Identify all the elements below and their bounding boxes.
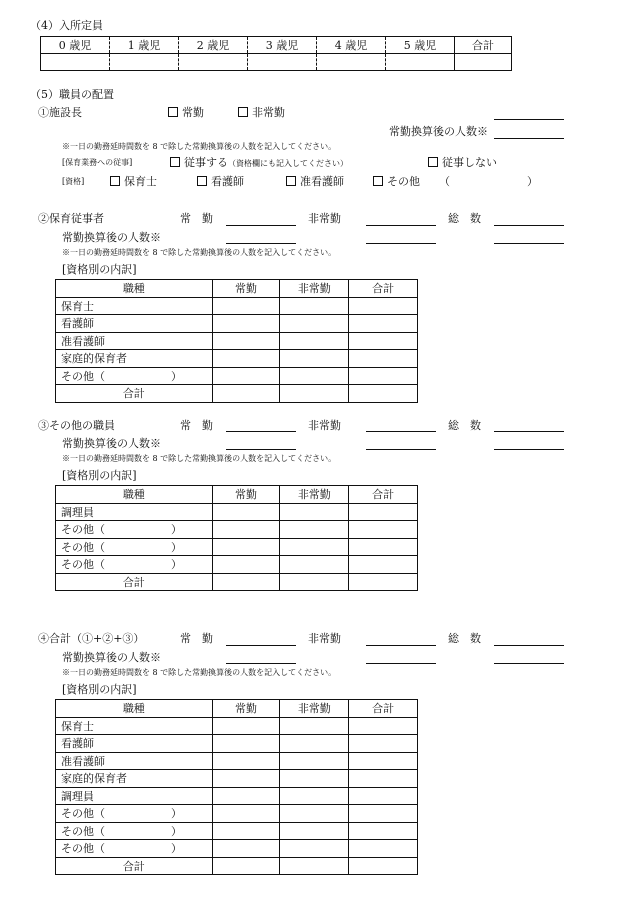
table-header-cell: 常勤 (212, 486, 280, 504)
total-cell[interactable] (349, 556, 418, 574)
capacity-header-total: 合計 (455, 37, 512, 54)
table-row (56, 332, 418, 350)
childcare-fulltime-input[interactable] (226, 225, 296, 226)
capacity-header-age4: 4 歳児 (317, 37, 386, 54)
parttime-cell[interactable] (280, 770, 349, 788)
parttime-cell[interactable] (280, 332, 349, 350)
table-row-label: 保育士 (56, 717, 213, 735)
table-header-cell: 職種 (56, 280, 213, 298)
table-row-label: 家庭的保育者 (56, 350, 213, 368)
capacity-input-age0[interactable] (41, 54, 110, 71)
table-row-label: その他（ ） (56, 805, 213, 823)
table-row (56, 735, 418, 753)
grand-fte-total-input[interactable] (494, 663, 564, 664)
fulltime-cell[interactable] (212, 805, 280, 823)
other-fte-total-input[interactable] (494, 449, 564, 450)
fulltime-cell[interactable] (212, 521, 280, 539)
table-header-row (56, 700, 418, 718)
fulltime-cell[interactable] (212, 752, 280, 770)
table-header-cell: 合計 (349, 280, 418, 298)
table-header-cell: 合計 (349, 700, 418, 718)
sum-label: 合計 (56, 857, 213, 875)
table-row (56, 315, 418, 333)
grand-fulltime-input[interactable] (226, 645, 296, 646)
fulltime-cell[interactable] (212, 538, 280, 556)
table-row (56, 770, 418, 788)
fulltime-label: 常 勤 (180, 632, 213, 645)
table-header-cell: 職種 (56, 700, 213, 718)
sum-fulltime-cell[interactable] (212, 573, 280, 591)
other-staff-label: ③その他の職員 (38, 419, 115, 432)
table-row (56, 752, 418, 770)
fulltime-cell[interactable] (212, 503, 280, 521)
qual-assoc-nurse-option[interactable]: 准看護師 (286, 176, 344, 187)
table-row-label: その他（ ） (56, 556, 213, 574)
childcare-parttime-input[interactable] (366, 225, 436, 226)
total-cell[interactable] (349, 521, 418, 539)
capacity-input-total[interactable] (455, 54, 512, 71)
sum-fulltime-cell[interactable] (212, 385, 280, 403)
table-header-cell: 常勤 (212, 280, 280, 298)
fte-note: ※一日の勤務延時間数を 8 で除した常勤換算後の人数を記入してください。 (62, 248, 337, 257)
table-header-cell: 非常勤 (280, 700, 349, 718)
fulltime-cell[interactable] (212, 822, 280, 840)
table-row (56, 367, 418, 385)
childcare-fte-parttime-input[interactable] (366, 243, 436, 244)
parttime-cell[interactable] (280, 787, 349, 805)
other-fte-parttime-input[interactable] (366, 449, 436, 450)
table-header-row (56, 280, 418, 298)
table-row-label: その他（ ） (56, 367, 213, 385)
capacity-header-age3: 3 歳児 (248, 37, 317, 54)
capacity-table (40, 36, 512, 71)
sum-total-cell[interactable] (349, 857, 418, 875)
other-parttime-input[interactable] (366, 431, 436, 432)
other-fulltime-input[interactable] (226, 431, 296, 432)
total-cell[interactable] (349, 822, 418, 840)
checkbox-icon[interactable] (170, 157, 180, 167)
fulltime-cell[interactable] (212, 735, 280, 753)
fulltime-cell[interactable] (212, 717, 280, 735)
director-duty-yes-option[interactable]: 従事する（資格欄にも記入してください） (170, 157, 348, 168)
table-header-cell: 職種 (56, 486, 213, 504)
capacity-input-age5[interactable] (386, 54, 455, 71)
sum-total-cell[interactable] (349, 385, 418, 403)
capacity-header-age0: 0 歳児 (41, 37, 110, 54)
fulltime-cell[interactable] (212, 770, 280, 788)
fulltime-cell[interactable] (212, 787, 280, 805)
parttime-cell[interactable] (280, 315, 349, 333)
capacity-header-age1: 1 歳児 (110, 37, 179, 54)
parttime-cell[interactable] (280, 840, 349, 858)
table-row-label: 准看護師 (56, 752, 213, 770)
total-cell[interactable] (349, 805, 418, 823)
parttime-cell[interactable] (280, 503, 349, 521)
fulltime-cell[interactable] (212, 315, 280, 333)
fulltime-cell[interactable] (212, 556, 280, 574)
parttime-cell[interactable] (280, 297, 349, 315)
table-header-cell: 常勤 (212, 700, 280, 718)
table-row (56, 521, 418, 539)
checkbox-icon[interactable] (168, 107, 178, 117)
fulltime-cell[interactable] (212, 297, 280, 315)
parttime-cell[interactable] (280, 822, 349, 840)
director-qual-label: [資格] (62, 177, 85, 186)
director-label: ①施設長 (38, 106, 82, 119)
parttime-cell[interactable] (280, 752, 349, 770)
table-header-cell: 非常勤 (280, 280, 349, 298)
table-sum-row (56, 857, 418, 875)
capacity-header-age2: 2 歳児 (179, 37, 248, 54)
total-cell[interactable] (349, 538, 418, 556)
table-row (56, 538, 418, 556)
parttime-cell[interactable] (280, 350, 349, 368)
table-row (56, 350, 418, 368)
table-header-cell: 非常勤 (280, 486, 349, 504)
table-row (56, 503, 418, 521)
director-duty-no-option[interactable]: 従事しない (428, 157, 497, 168)
qual-other-paren-close: ） (527, 175, 538, 188)
table-header-cell: 合計 (349, 486, 418, 504)
table-row-label: 調理員 (56, 787, 213, 805)
total-label: 総 数 (448, 419, 481, 432)
director-fte-line-top[interactable] (494, 119, 564, 120)
grand-parttime-input[interactable] (366, 645, 436, 646)
table-sum-row (56, 385, 418, 403)
qual-childcare-option[interactable]: 保育士 (110, 176, 157, 187)
total-cell[interactable] (349, 840, 418, 858)
checkbox-icon[interactable] (197, 176, 207, 186)
capacity-input-age1[interactable] (110, 54, 179, 71)
checkbox-icon[interactable] (110, 176, 120, 186)
parttime-cell[interactable] (280, 805, 349, 823)
table-row (56, 840, 418, 858)
table-row-label: 看護師 (56, 315, 213, 333)
table-row (56, 805, 418, 823)
table-row (56, 822, 418, 840)
fulltime-cell[interactable] (212, 367, 280, 385)
table-row-label: その他（ ） (56, 538, 213, 556)
parttime-cell[interactable] (280, 367, 349, 385)
sum-parttime-cell[interactable] (280, 385, 349, 403)
sum-parttime-cell[interactable] (280, 857, 349, 875)
director-duty-label: [保育業務への従事] (62, 158, 133, 167)
section-staff-title: （5）職員の配置 (30, 88, 114, 101)
table-row (56, 787, 418, 805)
breakdown-label: [資格別の内訳] (62, 263, 137, 276)
director-fte-input[interactable] (494, 138, 564, 139)
total-cell[interactable] (349, 717, 418, 735)
grand-fte-fulltime-input[interactable] (226, 663, 296, 664)
capacity-header-row (41, 37, 512, 54)
director-fte-label: 常勤換算後の人数※ (389, 125, 488, 138)
breakdown-label: [資格別の内訳] (62, 683, 137, 696)
grand-total-input[interactable] (494, 645, 564, 646)
sum-parttime-cell[interactable] (280, 573, 349, 591)
parttime-cell[interactable] (280, 538, 349, 556)
parttime-cell[interactable] (280, 521, 349, 539)
qual-other-option[interactable]: その他 (373, 176, 420, 187)
fulltime-label: 常 勤 (180, 419, 213, 432)
table-row-label: 調理員 (56, 503, 213, 521)
total-staff-label: ④合計（①+②+③） (38, 632, 145, 645)
director-fte-note: ※一日の勤務延時間数を 8 で除した常勤換算後の人数を記入してください。 (62, 142, 337, 151)
director-parttime-option[interactable]: 非常勤 (238, 107, 285, 118)
parttime-label: 非常勤 (308, 632, 341, 645)
checkbox-icon[interactable] (373, 176, 383, 186)
table-row-label: 看護師 (56, 735, 213, 753)
parttime-label: 非常勤 (308, 419, 341, 432)
sum-total-cell[interactable] (349, 573, 418, 591)
fulltime-cell[interactable] (212, 840, 280, 858)
childcare-fte-fulltime-input[interactable] (226, 243, 296, 244)
total-cell[interactable] (349, 503, 418, 521)
childcare-staff-label: ②保育従事者 (38, 212, 104, 225)
capacity-header-age5: 5 歳児 (386, 37, 455, 54)
sum-label: 合計 (56, 385, 213, 403)
total-label: 総 数 (448, 212, 481, 225)
table-row-label: その他（ ） (56, 521, 213, 539)
qual-other-paren-open: （ (439, 175, 450, 188)
fulltime-cell[interactable] (212, 350, 280, 368)
fulltime-cell[interactable] (212, 332, 280, 350)
fte-note: ※一日の勤務延時間数を 8 で除した常勤換算後の人数を記入してください。 (62, 454, 337, 463)
checkbox-icon[interactable] (428, 157, 438, 167)
section-capacity-title: （4）入所定員 (30, 19, 103, 32)
table-row-label: その他（ ） (56, 840, 213, 858)
total-cell[interactable] (349, 332, 418, 350)
checkbox-icon[interactable] (238, 107, 248, 117)
total-cell[interactable] (349, 770, 418, 788)
table-row (56, 297, 418, 315)
parttime-cell[interactable] (280, 735, 349, 753)
total-cell[interactable] (349, 367, 418, 385)
other-total-input[interactable] (494, 431, 564, 432)
table-row (56, 717, 418, 735)
capacity-input-age2[interactable] (179, 54, 248, 71)
capacity-input-age3[interactable] (248, 54, 317, 71)
childcare-total-input[interactable] (494, 225, 564, 226)
table-row (56, 556, 418, 574)
total-cell[interactable] (349, 752, 418, 770)
parttime-label: 非常勤 (308, 212, 341, 225)
total-label: 総 数 (448, 632, 481, 645)
parttime-cell[interactable] (280, 717, 349, 735)
fte-note: ※一日の勤務延時間数を 8 で除した常勤換算後の人数を記入してください。 (62, 668, 337, 677)
grand-qual-table (55, 699, 418, 875)
childcare-fte-total-input[interactable] (494, 243, 564, 244)
total-cell[interactable] (349, 735, 418, 753)
qual-nurse-option[interactable]: 看護師 (197, 176, 244, 187)
other-fte-fulltime-input[interactable] (226, 449, 296, 450)
fte-label: 常勤換算後の人数※ (62, 231, 161, 244)
table-row-label: 家庭的保育者 (56, 770, 213, 788)
capacity-input-row[interactable] (41, 54, 512, 71)
table-row-label: 准看護師 (56, 332, 213, 350)
capacity-input-age4[interactable] (317, 54, 386, 71)
childcare-qual-table (55, 279, 418, 403)
fte-label: 常勤換算後の人数※ (62, 437, 161, 450)
director-fulltime-option[interactable]: 常勤 (168, 107, 204, 118)
total-cell[interactable] (349, 297, 418, 315)
grand-fte-parttime-input[interactable] (366, 663, 436, 664)
parttime-cell[interactable] (280, 556, 349, 574)
fulltime-label: 常 勤 (180, 212, 213, 225)
table-row-label: 保育士 (56, 297, 213, 315)
other-qual-table (55, 485, 418, 591)
total-cell[interactable] (349, 787, 418, 805)
table-header-row (56, 486, 418, 504)
checkbox-icon[interactable] (286, 176, 296, 186)
fte-label: 常勤換算後の人数※ (62, 651, 161, 664)
total-cell[interactable] (349, 315, 418, 333)
sum-label: 合計 (56, 573, 213, 591)
table-row-label: その他（ ） (56, 822, 213, 840)
breakdown-label: [資格別の内訳] (62, 469, 137, 482)
table-sum-row (56, 573, 418, 591)
total-cell[interactable] (349, 350, 418, 368)
sum-fulltime-cell[interactable] (212, 857, 280, 875)
